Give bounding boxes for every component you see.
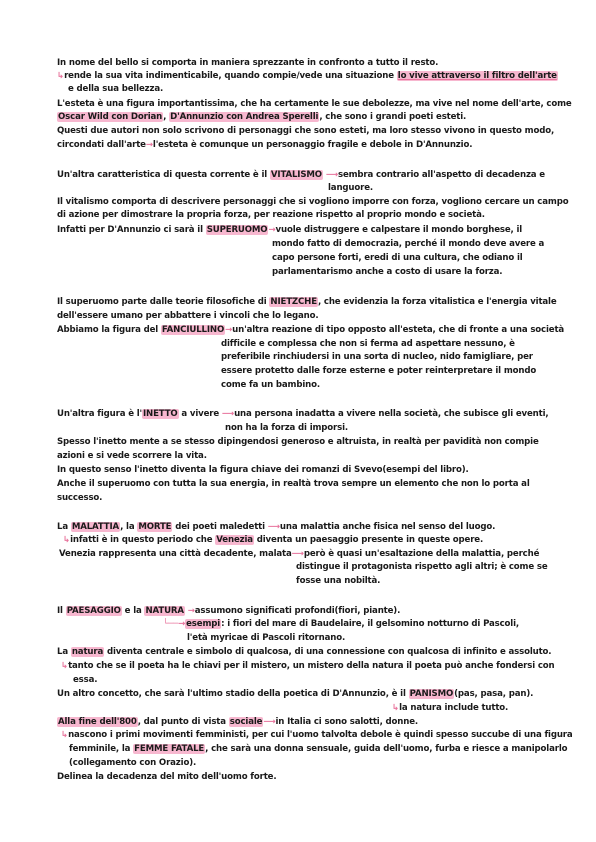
arrow-right-icon: ⟶: [263, 717, 276, 727]
highlight: PAESAGGIO: [66, 606, 121, 616]
highlight: Venezia: [216, 535, 253, 545]
text-line: circondati dall'arte→l'esteta è comunque un personaggio fragile e debole in D'Annunzio.: [57, 140, 473, 150]
hook-arrow-icon: ↳: [392, 703, 400, 713]
arrow-right-icon: ⟶: [221, 409, 235, 419]
text-line: Un altro concetto, che sarà l'ultimo stadio della poetica di D'Annunzio, è il PANISMO(pas, pasa, pan).: [57, 689, 534, 699]
text-line: non ha la forza di imporsi.: [225, 423, 349, 433]
text-line: Anche il superuomo con tutta la sua energia, in realtà trova sempre un elemento che non lo porta al: [57, 479, 530, 489]
text-line: di azione per dimostrare la propria forza, per reazione rispetto al proprio mondo e società.: [57, 210, 485, 220]
arrow-right-icon: ⟶: [325, 170, 338, 180]
text-line: parlamentarismo anche a costo di usare la forza.: [272, 267, 503, 277]
hook-arrow-icon: ↳: [61, 730, 69, 740]
arrow-right-icon: →: [268, 225, 276, 235]
text-line: Un'altra figura è l'INETTO a vivere ⟶una persona inadatta a vivere nella società, che subisce gli eventi,: [57, 409, 549, 419]
text-line: Delinea la decadenza del mito dell'uomo forte.: [57, 772, 277, 782]
hook-arrow-icon: ↳: [57, 71, 65, 81]
text-line: La MALATTIA, la MORTE dei poeti maledetti ⟶una malattia anche fisica nel senso del luogo.: [57, 522, 496, 532]
highlight: PANISMO: [409, 689, 454, 699]
highlight: SUPERUOMO: [206, 225, 268, 235]
text-line: └──→esempi: i fiori del mare di Baudelaire, il gelsomino notturno di Pascoli,: [163, 619, 519, 629]
text-line: ↳rende la sua vita indimenticabile, quando compie/vede una situazione lo vive attraverso il filtro dell'arte: [57, 71, 557, 81]
highlight: NATURA: [145, 606, 184, 616]
text-line: Il vitalismo comporta di descrivere personaggi che si vogliono imporre con forza, vogliono cercare un campo: [57, 197, 569, 207]
text-line: ↳infatti è in questo periodo che Venezia diventa un paesaggio presente in queste opere.: [63, 535, 484, 545]
arrow-right-icon: ⟶: [267, 522, 280, 532]
text-line: successo.: [57, 493, 103, 503]
highlight: INETTO: [143, 409, 178, 419]
highlight: Alla fine dell'800: [58, 717, 137, 727]
text-line: ↳nascono i primi movimenti femministi, per cui l'uomo talvolta debole è quindi spesso succube di una figura: [61, 730, 573, 740]
text-line: In questo senso l'inetto diventa la figura chiave dei romanzi di Svevo(esempi del libro).: [57, 465, 469, 475]
text-line: essa.: [73, 675, 98, 685]
text-line: Il superuomo parte dalle teorie filosofiche di NIETZCHE, che evidenzia la forza vitalistica e l'energia vitale: [57, 297, 557, 307]
hook-arrow-icon: └──→: [163, 619, 186, 629]
text-line: Il PAESAGGIO e la NATURA →assumono significati profondi(fiori, piante).: [57, 606, 401, 616]
text-line: preferibile rinchiudersi in una sorta di nucleo, nido famigliare, per: [221, 352, 533, 362]
hook-arrow-icon: ↳: [61, 661, 69, 671]
highlight: MALATTIA: [71, 522, 120, 532]
highlight: FANCIULLINO: [161, 325, 225, 335]
text-line: capo persone forti, eredi di una cultura, che odiano il: [272, 253, 523, 263]
arrow-right-icon: →: [145, 140, 153, 150]
text-line: Un'altra caratteristica di questa corrente è il VITALISMO ⟶sembra contrario all'aspetto di decadenza e: [57, 170, 545, 180]
hook-arrow-icon: ↳: [63, 535, 71, 545]
text-line: e della sua bellezza.: [68, 84, 164, 94]
highlight: D'Annunzio con Andrea Sperelli: [170, 112, 319, 122]
text-line: Questi due autori non solo scrivono di personaggi che sono esteti, ma loro stesso vivono in questo modo,: [57, 126, 555, 136]
text-line: distingue il protagonista rispetto agli altri; è come se: [296, 562, 548, 572]
text-line: Infatti per D'Annunzio ci sarà il SUPERUOMO→vuole distruggere e calpestare il mondo borghese, il: [57, 225, 523, 235]
text-line: (collegamento con Orazio).: [69, 758, 197, 768]
text-line: femminile, la FEMME FATALE, che sarà una donna sensuale, guida dell'uomo, furba e riesce a manipolarlo: [69, 744, 568, 754]
text-line: ↳la natura include tutto.: [392, 703, 509, 713]
text-line: In nome del bello si comporta in maniera sprezzante in confronto a tutto il resto.: [57, 58, 439, 68]
text-line: dell'essere umano per abbattere i vincoli che lo legano.: [57, 311, 319, 321]
text-line: Spesso l'inetto mente a se stesso dipingendosi generoso e altruista, in realtà per pavidità non compie: [57, 437, 539, 447]
text-line: ↳tanto che se il poeta ha le chiavi per il mistero, un mistero della natura il poeta può anche fondersi con: [61, 661, 555, 671]
text-line: Oscar Wild con Dorian, D'Annunzio con Andrea Sperelli, che sono i grandi poeti esteti.: [58, 112, 467, 122]
highlight: natura: [71, 647, 104, 657]
text-line: Alla fine dell'800, dal punto di vista sociale⟶in Italia ci sono salotti, donne.: [58, 717, 419, 727]
text-line: l'età myricae di Pascoli ritornano.: [187, 633, 346, 643]
text-line: languore.: [328, 183, 374, 193]
text-line: come fa un bambino.: [221, 380, 320, 390]
text-line: L'esteta è una figura importantissima, che ha certamente le sue debolezze, ma vive nel nome dell'arte, come: [57, 99, 572, 109]
arrow-right-icon: ⟶: [291, 549, 304, 559]
arrow-right-icon: →: [187, 606, 195, 616]
text-line: fosse una nobiltà.: [296, 576, 381, 586]
text-line: Abbiamo la figura del FANCIULLINO→un'altra reazione di tipo opposto all'esteta, che di fronte a una società: [57, 325, 565, 335]
highlight: VITALISMO: [270, 170, 322, 180]
highlight: Oscar Wild con Dorian: [58, 112, 163, 122]
highlight: FEMME FATALE: [134, 744, 205, 754]
text-line: difficile e complessa che non si ferma ad aspettare nessuno, è: [221, 339, 515, 349]
highlight: sociale: [229, 717, 263, 727]
arrow-right-icon: →: [225, 325, 233, 335]
text-line: azioni e si vede scorrere la vita.: [57, 451, 207, 461]
highlight: esempi: [186, 619, 221, 629]
highlight: NIETZCHE: [270, 297, 317, 307]
highlight: MORTE: [138, 522, 172, 532]
text-line: essere protetto dalle forze esterne e poter reinterpretare il mondo: [221, 366, 537, 376]
text-line: Venezia rappresenta una città decadente, malata⟶però è quasi un'esaltazione della malattia, perché: [59, 549, 540, 559]
highlight: lo vive attraverso il filtro dell'arte: [397, 71, 557, 81]
text-line: La natura diventa centrale e simbolo di qualcosa, di una connessione con qualcosa di infinito e assoluto.: [57, 647, 552, 657]
text-line: mondo fatto di democrazia, perché il mondo deve avere a: [272, 239, 545, 249]
